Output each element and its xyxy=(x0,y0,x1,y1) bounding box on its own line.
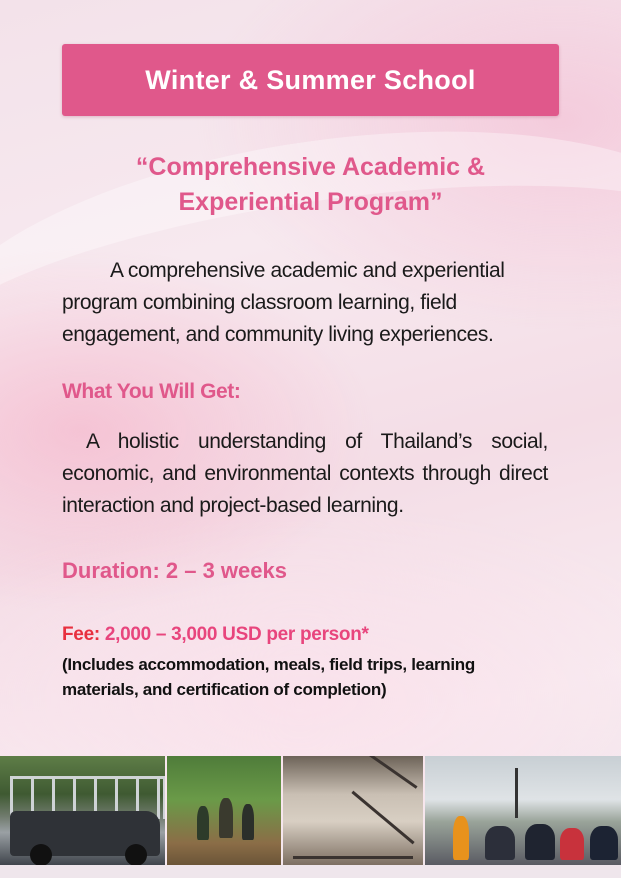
fee-amount: 2,000 – 3,000 USD per person* xyxy=(104,624,369,645)
loom-beam xyxy=(359,756,418,789)
program-subtitle xyxy=(62,150,559,220)
seated-person xyxy=(525,824,555,860)
hiker-figure xyxy=(197,806,209,840)
title-banner xyxy=(62,44,559,116)
subtitle-line-1: “Comprehensive Academic & xyxy=(135,153,486,181)
photo-strip xyxy=(0,756,621,865)
benefits-description xyxy=(62,426,548,522)
hiker-figure xyxy=(242,804,254,840)
monk-figure xyxy=(453,816,469,860)
seated-person xyxy=(485,826,515,860)
duration-text: Duration: 2 – 3 weeks xyxy=(62,558,287,583)
truck-photo xyxy=(0,756,165,865)
street-lamp xyxy=(515,768,518,818)
truck-wheel xyxy=(125,844,147,865)
hiker-figure xyxy=(219,798,233,838)
loom-beam xyxy=(351,791,414,845)
seated-person xyxy=(590,826,618,860)
fee-label: Fee: xyxy=(62,624,100,645)
benefits-heading: What You Will Get: xyxy=(62,380,241,403)
page-title: Winter & Summer School xyxy=(145,64,476,95)
bottom-border xyxy=(0,865,621,878)
loom-beam xyxy=(293,856,413,859)
street-gathering-photo xyxy=(425,756,621,865)
forest-hike-photo xyxy=(167,756,281,865)
truck-wheel xyxy=(30,844,52,865)
program-description-text: A comprehensive academic and experiential program combining classroom learning, field engagement, and community living experiences. xyxy=(62,259,505,346)
subtitle-line-2: Experiential Program” xyxy=(178,188,443,216)
benefits-text: A holistic understanding of Thailand’s social, economic, and environmental contexts through direct interaction and project-based learning. xyxy=(62,430,548,517)
fee-line xyxy=(62,624,369,646)
fee-note: (Includes accommodation, meals, field trips, learning materials, and certification of completion) xyxy=(62,655,475,699)
weaving-loom-photo xyxy=(283,756,423,865)
seated-person xyxy=(560,828,584,860)
program-description xyxy=(62,255,562,351)
